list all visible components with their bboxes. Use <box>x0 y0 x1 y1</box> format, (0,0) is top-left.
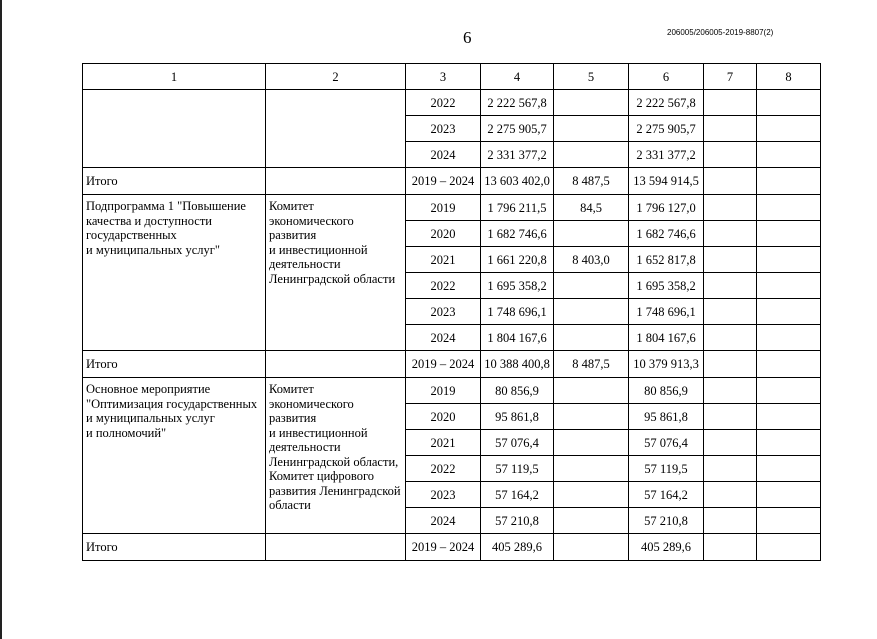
header-cell: 2 <box>266 64 406 90</box>
amount-total-cell: 13 603 402,0 <box>481 168 554 195</box>
empty-cell <box>704 351 757 378</box>
amount-federal-cell <box>554 273 629 299</box>
amount-regional-cell: 2 331 377,2 <box>629 142 704 168</box>
empty-cell <box>757 299 821 325</box>
amount-total-cell: 1 661 220,8 <box>481 247 554 273</box>
executor-line: Ленинградской области, <box>269 454 399 469</box>
executor-line: Комитет <box>269 199 314 213</box>
empty-cell <box>704 195 757 221</box>
executor-line: развития <box>269 411 317 425</box>
empty-cell <box>704 404 757 430</box>
amount-federal-cell <box>554 90 629 116</box>
year-cell: 2020 <box>406 404 481 430</box>
table-row <box>83 378 821 404</box>
amount-federal-cell <box>554 430 629 456</box>
amount-total-cell: 80 856,9 <box>481 378 554 404</box>
program-name-cell <box>83 378 266 534</box>
amount-regional-cell: 57 164,2 <box>629 482 704 508</box>
amount-total-cell: 1 804 167,6 <box>481 325 554 351</box>
amount-regional-cell: 57 119,5 <box>629 456 704 482</box>
year-cell: 2021 <box>406 430 481 456</box>
program-name-cell <box>83 195 266 351</box>
amount-regional-cell: 95 861,8 <box>629 404 704 430</box>
executor-line: экономического <box>269 396 354 411</box>
empty-cell <box>266 351 406 378</box>
amount-regional-cell: 1 804 167,6 <box>629 325 704 351</box>
amount-total-cell: 57 210,8 <box>481 508 554 534</box>
amount-regional-cell: 2 275 905,7 <box>629 116 704 142</box>
table-row <box>83 195 821 221</box>
empty-cell <box>266 534 406 561</box>
header-cell: 3 <box>406 64 481 90</box>
empty-cell <box>757 508 821 534</box>
amount-total-cell: 405 289,6 <box>481 534 554 561</box>
header-cell: 1 <box>83 64 266 90</box>
amount-federal-cell: 8 487,5 <box>554 351 629 378</box>
empty-cell <box>704 508 757 534</box>
amount-total-cell: 2 331 377,2 <box>481 142 554 168</box>
table-row <box>83 90 821 116</box>
amount-regional-cell: 1 652 817,8 <box>629 247 704 273</box>
total-row <box>83 351 821 378</box>
amount-regional-cell: 57 210,8 <box>629 508 704 534</box>
amount-federal-cell <box>554 116 629 142</box>
executor-line: развития <box>269 228 317 242</box>
header-cell: 6 <box>629 64 704 90</box>
total-label: Итого <box>83 534 266 561</box>
year-cell: 2022 <box>406 273 481 299</box>
scan-edge-line <box>0 0 2 639</box>
amount-regional-cell: 10 379 913,3 <box>629 351 704 378</box>
empty-cell <box>704 273 757 299</box>
amount-regional-cell: 1 748 696,1 <box>629 299 704 325</box>
empty-cell <box>266 168 406 195</box>
total-row <box>83 534 821 561</box>
name-cell <box>83 90 266 168</box>
executor-line: Ленинградской области <box>269 271 396 286</box>
empty-cell <box>757 456 821 482</box>
empty-cell <box>704 430 757 456</box>
year-cell: 2022 <box>406 456 481 482</box>
amount-federal-cell <box>554 378 629 404</box>
empty-cell <box>704 90 757 116</box>
empty-cell <box>757 142 821 168</box>
executor-line: Комитет <box>269 382 314 396</box>
total-row <box>83 168 821 195</box>
amount-total-cell: 95 861,8 <box>481 404 554 430</box>
empty-cell <box>757 116 821 142</box>
program-name-line: Подпрограмма 1 "Повышение <box>86 199 246 213</box>
executor-line: и инвестиционной <box>269 242 368 257</box>
empty-cell <box>757 90 821 116</box>
program-name-line: и полномочий" <box>86 425 167 440</box>
amount-regional-cell: 57 076,4 <box>629 430 704 456</box>
amount-total-cell: 2 222 567,8 <box>481 90 554 116</box>
empty-cell <box>704 142 757 168</box>
amount-regional-cell: 13 594 914,5 <box>629 168 704 195</box>
year-cell: 2023 <box>406 299 481 325</box>
executor-cell <box>266 378 406 534</box>
amount-total-cell: 10 388 400,8 <box>481 351 554 378</box>
empty-cell <box>757 195 821 221</box>
empty-cell <box>704 534 757 561</box>
empty-cell <box>704 221 757 247</box>
amount-federal-cell <box>554 482 629 508</box>
empty-cell <box>757 482 821 508</box>
amount-regional-cell: 1 682 746,6 <box>629 221 704 247</box>
period-cell: 2019 – 2024 <box>406 168 481 195</box>
amount-total-cell: 57 164,2 <box>481 482 554 508</box>
amount-total-cell: 1 796 211,5 <box>481 195 554 221</box>
empty-cell <box>704 247 757 273</box>
executor-cell <box>266 195 406 351</box>
program-name-line: государственных <box>86 228 177 242</box>
year-cell: 2021 <box>406 247 481 273</box>
amount-total-cell: 1 748 696,1 <box>481 299 554 325</box>
header-cell: 5 <box>554 64 629 90</box>
empty-cell <box>757 378 821 404</box>
empty-cell <box>757 404 821 430</box>
executor-cell <box>266 90 406 168</box>
year-cell: 2024 <box>406 508 481 534</box>
amount-regional-cell: 1 796 127,0 <box>629 195 704 221</box>
year-cell: 2022 <box>406 90 481 116</box>
budget-table <box>82 63 821 561</box>
amount-regional-cell: 405 289,6 <box>629 534 704 561</box>
amount-total-cell: 57 076,4 <box>481 430 554 456</box>
empty-cell <box>757 534 821 561</box>
empty-cell <box>704 116 757 142</box>
amount-regional-cell: 80 856,9 <box>629 378 704 404</box>
executor-line: и инвестиционной <box>269 425 368 440</box>
header-cell: 7 <box>704 64 757 90</box>
executor-line: области <box>269 498 311 512</box>
amount-federal-cell: 8 403,0 <box>554 247 629 273</box>
empty-cell <box>757 221 821 247</box>
executor-line: деятельности <box>269 440 341 454</box>
amount-federal-cell <box>554 299 629 325</box>
amount-regional-cell: 2 222 567,8 <box>629 90 704 116</box>
empty-cell <box>757 273 821 299</box>
total-label: Итого <box>83 351 266 378</box>
executor-line: экономического <box>269 213 354 228</box>
program-name-line: и муниципальных услуг <box>86 411 215 425</box>
amount-federal-cell <box>554 534 629 561</box>
empty-cell <box>757 247 821 273</box>
empty-cell <box>704 325 757 351</box>
page-number: 6 <box>463 28 472 47</box>
program-name-line: качества и доступности <box>86 213 212 228</box>
amount-federal-cell <box>554 325 629 351</box>
year-cell: 2019 <box>406 195 481 221</box>
empty-cell <box>704 168 757 195</box>
amount-federal-cell <box>554 221 629 247</box>
document-id: 206005/206005-2019-8807(2) <box>667 28 774 37</box>
empty-cell <box>704 299 757 325</box>
amount-federal-cell <box>554 508 629 534</box>
program-name-line: Основное мероприятие <box>86 382 211 396</box>
program-name-line: "Оптимизация государственных <box>86 396 258 411</box>
amount-federal-cell <box>554 142 629 168</box>
empty-cell <box>704 456 757 482</box>
year-cell: 2024 <box>406 142 481 168</box>
period-cell: 2019 – 2024 <box>406 534 481 561</box>
amount-regional-cell: 1 695 358,2 <box>629 273 704 299</box>
amount-total-cell: 1 682 746,6 <box>481 221 554 247</box>
amount-total-cell: 57 119,5 <box>481 456 554 482</box>
year-cell: 2020 <box>406 221 481 247</box>
executor-line: деятельности <box>269 257 341 271</box>
total-label: Итого <box>83 168 266 195</box>
empty-cell <box>704 378 757 404</box>
header-row <box>83 64 821 90</box>
amount-federal-cell: 8 487,5 <box>554 168 629 195</box>
year-cell: 2019 <box>406 378 481 404</box>
empty-cell <box>704 482 757 508</box>
period-cell: 2019 – 2024 <box>406 351 481 378</box>
amount-total-cell: 1 695 358,2 <box>481 273 554 299</box>
amount-federal-cell: 84,5 <box>554 195 629 221</box>
empty-cell <box>757 168 821 195</box>
header-cell: 8 <box>757 64 821 90</box>
executor-line: Комитет цифрового <box>269 469 375 483</box>
amount-federal-cell <box>554 456 629 482</box>
amount-federal-cell <box>554 404 629 430</box>
year-cell: 2024 <box>406 325 481 351</box>
executor-line: развития Ленинградской <box>269 483 401 498</box>
program-name-line: и муниципальных услуг" <box>86 242 220 257</box>
empty-cell <box>757 325 821 351</box>
empty-cell <box>757 351 821 378</box>
header-cell: 4 <box>481 64 554 90</box>
year-cell: 2023 <box>406 116 481 142</box>
year-cell: 2023 <box>406 482 481 508</box>
empty-cell <box>757 430 821 456</box>
amount-total-cell: 2 275 905,7 <box>481 116 554 142</box>
